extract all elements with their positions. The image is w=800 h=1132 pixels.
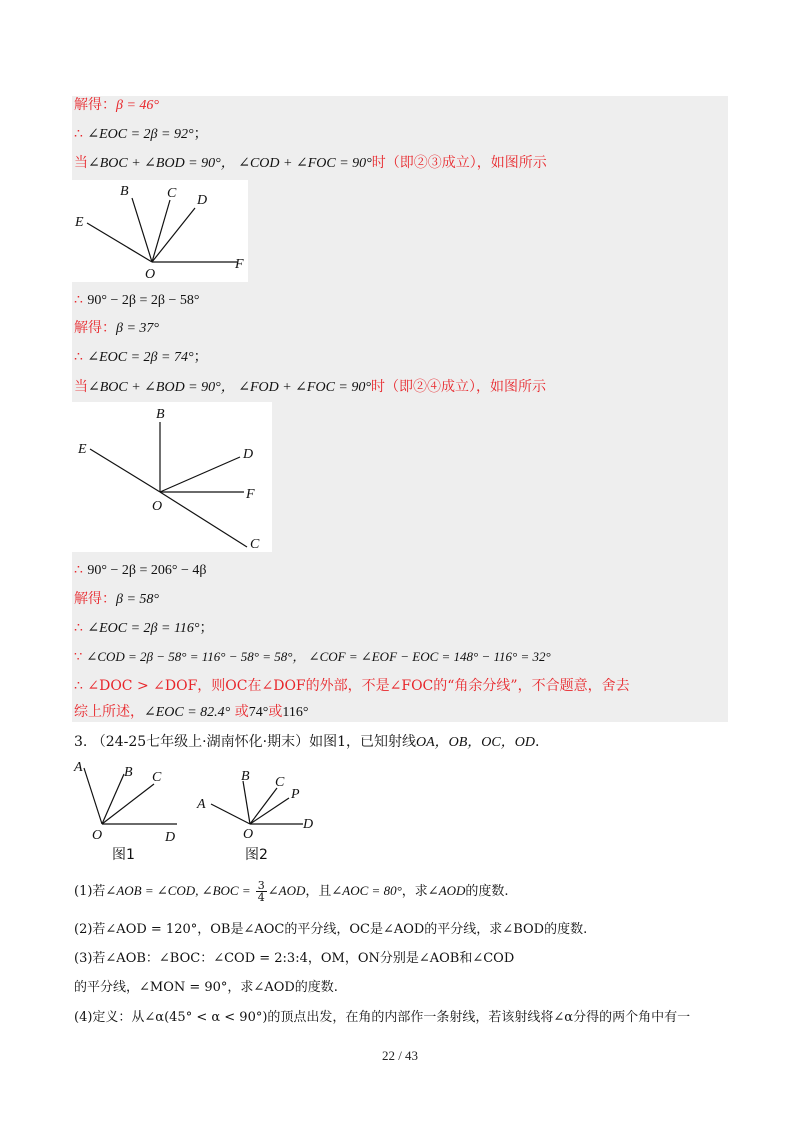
fig-label-c: C [152,770,162,785]
fig-label-p: P [291,787,300,802]
solution-line-11 [74,647,551,668]
question-1 [74,880,509,903]
fig-label-e: E [75,215,84,230]
fig-label-f: F [235,257,244,272]
label-text: (4)定义：从∠α(45° < α < 90°)的顶点出发，在角的内部作一条射线，若该射线将∠α分得的两个角中有一 [74,1010,691,1025]
fig-label-o: O [152,499,163,514]
figure-svg [72,402,272,552]
therefore-symbol: ∴ [74,678,83,694]
label-text: 的度数. [465,884,509,899]
solution-line-1 [74,95,159,116]
question-4 [74,1008,690,1028]
math-text: ∠AOC = 80° [331,883,402,898]
math-text: ∠EOC = 2β = 116° [87,621,200,636]
therefore-symbol: ∴ [74,349,83,365]
problem-figure-1 [72,756,182,866]
math-text: β = 37° [116,321,160,336]
math-text: ∠AOB = ∠COD, ∠BOC = [105,883,251,898]
figure-svg [72,180,248,282]
math-text: 116° [282,705,309,720]
label-text: 或 [268,704,283,720]
label-text: 的平分线，∠MON = 90°，求∠AOD的度数. [74,980,338,995]
fig-caption: 图1 [112,847,135,863]
label-text: (3)若∠AOB：∠BOC：∠COD = 2:3:4，OM，ON分别是∠AOB和∠COD [74,951,515,966]
fig-label-b: B [241,769,250,784]
fig-label-d: D [303,817,314,832]
solution-line-3 [74,153,547,174]
solution-line-13 [74,702,308,723]
fraction-denominator: 4 [257,891,265,904]
math-text: OA，OB，OC，OD [415,735,535,750]
math-text: ∠AOD [267,883,306,898]
label-text: 解得： [74,320,116,336]
fraction [256,880,267,903]
fig-label-b: B [120,184,129,199]
solution-line-2 [74,124,208,145]
math-text: ∠EOC = 2β = 74° [87,350,194,365]
problem-3-header [74,732,539,753]
fig-label-a: A [197,797,206,812]
fig-caption: 图2 [245,847,268,863]
solution-line-5 [74,318,159,339]
fig-label-c: C [275,775,285,790]
solution-line-8 [74,560,207,581]
solution-figure-1 [72,180,248,282]
fig-label-a: A [74,760,83,775]
punct: ； [193,349,208,365]
math-text: ∠AOD [427,883,466,898]
page-number: 22 / 43 [381,1048,419,1063]
fig-label-d: D [165,830,176,845]
label-text: (2)若∠AOD = 120°，OB是∠AOC的平分线，OC是∠AOD的平分线，求∠BOD的度数. [74,922,588,937]
solution-line-6 [74,347,208,368]
fig-label-o: O [92,828,103,843]
problem-figure-2 [195,766,325,866]
fig-label-f: F [246,487,255,502]
solution-figure-2 [72,402,272,552]
solution-line-12 [74,676,630,696]
math-text: 74° [248,705,269,720]
fig-label-b: B [156,407,165,422]
solution-line-7 [74,377,546,398]
label-text: ∠DOC > ∠DOF，则OC在∠DOF的外部，不是∠FOC的“角余分线”，不合题意，舍去 [87,678,630,694]
math-text: ∠COD = 2β − 58° = 116° − 58° = 58°， ∠COF = ∠EOF − EOC = 148° − 116° = 32° [86,649,551,664]
fig-label-d: D [243,447,254,462]
fig-label-o: O [243,827,254,842]
solution-line-4 [74,290,200,311]
question-3-line-1 [74,949,514,969]
label-text: 时（即②④成立），如图所示 [370,379,546,395]
punct: ； [193,126,208,142]
therefore-symbol: ∴ [74,292,83,308]
punct: ； [199,620,214,636]
math-text: ∠BOC + ∠BOD = 90°， ∠COD + ∠FOC = 90° [88,156,372,171]
label-text: 3. （24-25七年级上·湖南怀化·期末）如图1，已知射线 [74,734,416,750]
label-text: 或 [234,704,249,720]
fig-label-o: O [145,267,156,282]
math-text: β = 46° [116,98,160,113]
therefore-symbol: ∴ [74,126,83,142]
math-text: 90° − 2β = 2β − 58° [87,293,200,308]
solution-line-9 [74,589,159,610]
label-text: 解得： [74,97,116,113]
fraction-numerator: 3 [257,879,265,892]
math-text: 90° − 2β = 206° − 4β [87,563,207,578]
math-text: ∠EOC = 2β = 92° [87,127,194,142]
label-text: 当 [74,155,88,171]
fig-label-e: E [78,442,87,457]
fig-label-c: C [167,186,177,201]
therefore-symbol: ∴ [74,562,83,578]
label-text: 当 [74,379,88,395]
math-text: β = 58° [116,592,160,607]
figure-svg [72,756,182,866]
therefore-symbol: ∴ [74,620,83,636]
label-text: 时（即②③成立），如图所示 [371,155,547,171]
fig-label-c: C [250,537,260,552]
math-text: ∠BOC + ∠BOD = 90°， ∠FOD + ∠FOC = 90° [88,380,371,395]
fig-label-d: D [197,193,208,208]
math-text: ∠EOC = 82.4° [144,705,231,720]
label-text: (1)若 [74,884,106,899]
label-text: 解得： [74,591,116,607]
fig-label-b: B [124,765,133,780]
question-2 [74,920,587,940]
figure-svg [195,766,325,866]
punct: . [534,734,540,750]
solution-line-10 [74,618,214,639]
label-text: ，求 [401,884,428,899]
label-text: 综上所述， [74,704,144,720]
question-3-line-2 [74,978,338,998]
label-text: ，且 [305,884,332,899]
because-symbol: ∵ [74,650,83,665]
